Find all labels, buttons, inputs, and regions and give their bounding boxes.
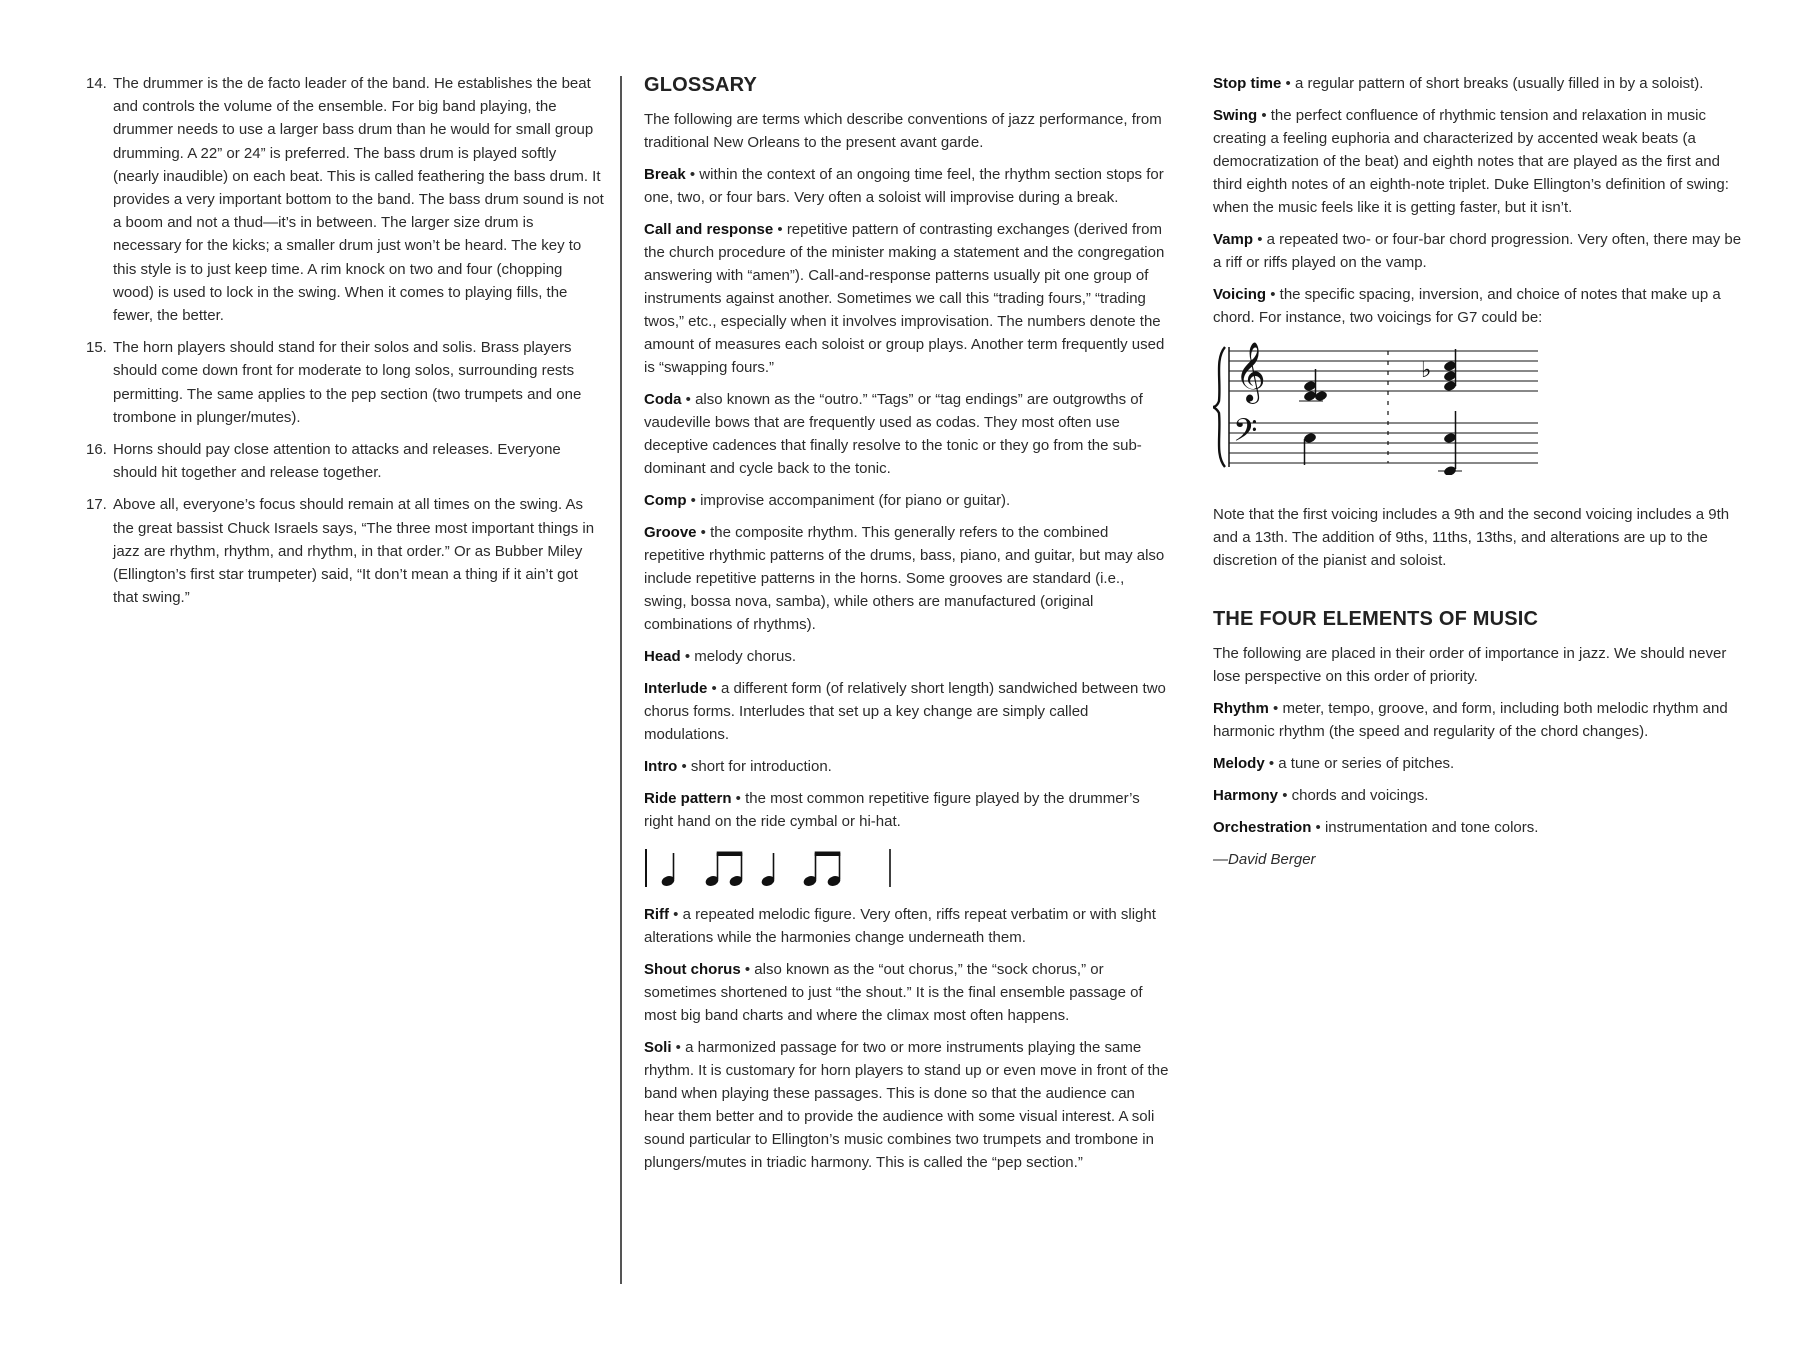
entry-definition: the perfect confluence of rhythmic tension and relaxation in music creating a feeling euphoria and characterized by accented weak beats (a democratization of the beat) and eighth notes that are played as the first and third eighth notes of an eighth-note triplet. Duke Ellington’s definition of swing: when the music feels like it is getting faster, but it isn’t. bbox=[1213, 107, 1729, 216]
voicing-notation bbox=[1213, 339, 1743, 475]
item-text: Above all, everyone’s focus should remain at all times on the swing. As the great bassist Chuck Israels says, “The three most important things in jazz are rhythm, rhythm, and rhythm, in that order.” Or as Bubber Miley (Ellington’s first star trumpeter) said, “It don’t mean a thing if it ain’t got that swing.” bbox=[113, 496, 595, 607]
entry-definition: melody chorus. bbox=[694, 648, 796, 665]
entry-term: Harmony bbox=[1213, 787, 1279, 804]
entry-term: Voicing bbox=[1213, 286, 1267, 303]
column-divider bbox=[620, 76, 622, 1284]
entry-definition: repetitive pattern of contrasting exchanges (derived from the church procedure of the minister making a statement and the congregation answering with “amen”). Call-and-response patterns usually pit one group of instruments against another. Sometimes we call this “trading fours,” “trading twos,” etc., especially when it involves improvisation. The numbers denote the amount of measures each soloist or group plays. Another term frequently used is “swapping fours.” bbox=[644, 221, 1165, 376]
entry-definition: a harmonized passage for two or more instruments playing the same rhythm. It is customary for horn players to stand up or even move in front of the band when playing these passages. This is done so that the audience can hear them better and to provide the audience with some visual interest. A soli sound particular to Ellington’s music combines two trumpets and trombone in plungers/mutes in triadic harmony. This is called the “pep section.” bbox=[644, 1039, 1169, 1171]
entry-term: Vamp bbox=[1213, 231, 1254, 248]
entry-definition: also known as the “outro.” “Tags” or “tag endings” are outgrowths of vaudeville bows that are frequently used as codas. They most often use deceptive cadences that finally resolve to the tonic or they go from the sub-dominant and cycle back to the tonic. bbox=[644, 391, 1143, 477]
item-number: 16. bbox=[86, 441, 107, 459]
glossary-entry: Riff • a repeated melodic figure. Very often, riffs repeat verbatim or with slight alterations while the harmonies change underneath them. bbox=[644, 906, 1156, 946]
item-text: The horn players should stand for their solos and solis. Brass players should come down front for moderate to long solos, surrounding rests permitting. The same applies to the pep section (two trumpets and one trombone in plunger/mutes). bbox=[113, 339, 582, 426]
glossary-entry: Voicing • the specific spacing, inversion, and choice of notes that make up a chord. For instance, two voicings for G7 could be: bbox=[1213, 286, 1721, 326]
glossary-entry: Vamp • a repeated two- or four-bar chord progression. Very often, there may be a riff or riffs played on the vamp. bbox=[1213, 231, 1742, 271]
glossary-entry: Interlude • a different form (of relatively short length) sandwiched between two chorus forms. Interludes that set up a key change are simply called modulations. bbox=[644, 680, 1166, 743]
entry-definition: the composite rhythm. This generally refers to the combined repetitive rhythmic patterns of the drums, bass, piano, and guitar, but may also include repetitive patterns in the horns. Some grooves are standard (i.e., swing, bossa nova, samba), while others are manufactured (original combinations of rhythms). bbox=[644, 524, 1165, 633]
entry-term: Soli bbox=[644, 1039, 672, 1056]
entry-definition: improvise accompaniment (for piano or guitar). bbox=[700, 492, 1011, 509]
entry-term: Stop time bbox=[1213, 75, 1282, 92]
glossary-entry: Coda • also known as the “outro.” “Tags” or “tag endings” are outgrowths of vaudeville bows that are frequently used as codas. They most often use deceptive cadences that finally resolve to the tonic or they go from the sub-dominant and cycle back to the tonic. bbox=[644, 391, 1143, 477]
svg-text:𝄞: 𝄞 bbox=[1235, 342, 1266, 402]
glossary-entry: Shout chorus • also known as the “out chorus,” the “sock chorus,” or sometimes shortened to just “the shout.” It is the final ensemble passage of most big band charts and where the climax most often happens. bbox=[644, 961, 1143, 1024]
glossary-entry: Break • within the context of an ongoing time feel, the rhythm section stops for one, two, or four bars. Very often a soloist will improvise during a break. bbox=[644, 166, 1164, 206]
element-entry: Harmony • chords and voicings. bbox=[1213, 787, 1429, 804]
entry-term: Rhythm bbox=[1213, 700, 1269, 717]
glossary-title: GLOSSARY bbox=[644, 74, 758, 96]
glossary-entry: Soli • a harmonized passage for two or more instruments playing the same rhythm. It is customary for horn players to stand up or even move in front of the band when playing these passages. This is done so that the audience can hear them better and to provide the audience with some visual interest. A soli sound particular to Ellington’s music combines two trumpets and trombone in plungers/mutes in triadic harmony. This is called the “pep section.” bbox=[644, 1039, 1169, 1171]
entry-definition: short for introduction. bbox=[690, 758, 832, 775]
glossary-entry: Head • melody chorus. bbox=[644, 648, 796, 665]
item-text: The drummer is the de facto leader of the band. He establishes the beat and controls the volume of the ensemble. For big band playing, the drummer needs to use a larger bass drum than he would for small group drumming. A 22” or 24” is preferred. The bass drum is played softly (nearly inaudible) on each beat. This is called feathering the bass drum. It provides a very important bottom to the band. The bass drum sound is not a boom and not a thud—it’s in between. The larger size drum is necessary for the kicks; a smaller drum just won’t be heard. The key to this style is to just keep time. A rim knock on two and four (chopping wood) is used to lock in the swing. When it comes to playing fills, the fewer, the better. bbox=[113, 75, 604, 325]
four-elements-title: THE FOUR ELEMENTS OF MUSIC bbox=[1213, 608, 1539, 630]
item-number: 17. bbox=[86, 496, 107, 514]
entry-term: Ride pattern bbox=[644, 790, 732, 807]
list-item bbox=[86, 72, 606, 327]
entry-term: Call and response bbox=[644, 221, 774, 238]
svg-text:♭: ♭ bbox=[1421, 358, 1432, 383]
list-item bbox=[86, 336, 606, 429]
grand-staff-figure bbox=[1213, 339, 1543, 475]
rules-column bbox=[86, 72, 606, 618]
four-elements-intro: The following are placed in their order of importance in jazz. We should never lose perspective on this order of priority. bbox=[1213, 645, 1727, 685]
entry-definition: also known as the “out chorus,” the “sock chorus,” or sometimes shortened to just “the shout.” It is the final ensemble passage of most big band charts and where the climax most often happens. bbox=[644, 961, 1143, 1024]
entry-definition: a repeated two- or four-bar chord progression. Very often, there may be a riff or riffs played on the vamp. bbox=[1213, 231, 1742, 271]
item-text: Horns should pay close attention to attacks and releases. Everyone should hit together and release together. bbox=[113, 441, 561, 482]
glossary-entry: Call and response • repetitive pattern of contrasting exchanges (derived from the church procedure of the minister making a statement and the congregation answering with “amen”). Call-and-response patterns usually pit one group of instruments against another. Sometimes we call this “trading fours,” “trading twos,” etc., especially when it involves improvisation. The numbers denote the amount of measures each soloist or group plays. Another term frequently used is “swapping fours.” bbox=[644, 221, 1165, 376]
glossary-entry: Ride pattern • the most common repetitive figure played by the drummer’s right hand on the ride cymbal or hi-hat. bbox=[644, 790, 1140, 830]
glossary-entry: Stop time • a regular pattern of short breaks (usually filled in by a soloist). bbox=[1213, 75, 1704, 92]
entry-term: Comp bbox=[644, 492, 687, 509]
svg-text:𝄢: 𝄢 bbox=[1233, 412, 1258, 456]
glossary-column bbox=[644, 72, 1169, 1183]
entry-term: Swing bbox=[1213, 107, 1258, 124]
entry-definition: instrumentation and tone colors. bbox=[1324, 819, 1539, 836]
glossary-continued-column bbox=[1213, 72, 1743, 880]
entry-definition: a different form (of relatively short length) sandwiched between two chorus forms. Interludes that set up a key change are simply called modulations. bbox=[644, 680, 1166, 743]
entry-term: Head bbox=[644, 648, 681, 665]
entry-term: Melody bbox=[1213, 755, 1265, 772]
entry-term: Break bbox=[644, 166, 686, 183]
voicing-note: Note that the first voicing includes a 9th and the second voicing includes a 9th and a 13th. The addition of 9ths, 11ths, 13ths, and alterations are up to the discretion of the pianist and soloist. bbox=[1213, 506, 1730, 569]
glossary-entry: Comp • improvise accompaniment (for piano or guitar). bbox=[644, 492, 1011, 509]
entry-term: Interlude bbox=[644, 680, 708, 697]
glossary-entry: Swing • the perfect confluence of rhythmic tension and relaxation in music creating a feeling euphoria and characterized by accented weak beats (a democratization of the beat) and eighth notes that are played as the first and third eighth notes of an eighth-note triplet. Duke Ellington’s definition of swing: when the music feels like it is getting faster, but it isn’t. bbox=[1213, 107, 1729, 216]
entry-definition: a regular pattern of short breaks (usually filled in by a soloist). bbox=[1294, 75, 1704, 92]
author-signature: —David Berger bbox=[1213, 851, 1316, 868]
entry-term: Shout chorus bbox=[644, 961, 741, 978]
entry-term: Orchestration bbox=[1213, 819, 1312, 836]
glossary-entry: Intro • short for introduction. bbox=[644, 758, 832, 775]
entry-definition: the most common repetitive figure played by the drummer’s right hand on the ride cymbal or hi-hat. bbox=[644, 790, 1140, 830]
glossary-entry: Groove • the composite rhythm. This generally refers to the combined repetitive rhythmic patterns of the drums, bass, piano, and guitar, but may also include repetitive patterns in the horns. Some grooves are standard (i.e., swing, bossa nova, samba), while others are manufactured (original combinations of rhythms). bbox=[644, 524, 1165, 633]
item-number: 14. bbox=[86, 75, 107, 92]
ride-pattern-notation bbox=[644, 847, 1169, 889]
list-item bbox=[86, 493, 606, 609]
entry-term: Coda bbox=[644, 391, 682, 408]
entry-definition: a tune or series of pitches. bbox=[1278, 755, 1455, 772]
entry-definition: meter, tempo, groove, and form, including both melodic rhythm and harmonic rhythm (the speed and regularity of the chord changes). bbox=[1213, 700, 1728, 740]
item-number: 15. bbox=[86, 339, 107, 357]
entry-definition: chords and voicings. bbox=[1291, 787, 1429, 804]
element-entry: Orchestration • instrumentation and tone colors. bbox=[1213, 819, 1539, 836]
entry-term: Riff bbox=[644, 906, 669, 923]
entry-term: Intro bbox=[644, 758, 678, 775]
entry-definition: a repeated melodic figure. Very often, riffs repeat verbatim or with slight alterations while the harmonies change underneath them. bbox=[644, 906, 1156, 946]
entry-term: Groove bbox=[644, 524, 697, 541]
element-entry: Melody • a tune or series of pitches. bbox=[1213, 755, 1455, 772]
ride-pattern-figure bbox=[644, 847, 904, 889]
entry-definition: the specific spacing, inversion, and choice of notes that make up a chord. For instance, two voicings for G7 could be: bbox=[1213, 286, 1721, 326]
list-item bbox=[86, 438, 606, 484]
element-entry: Rhythm • meter, tempo, groove, and form, including both melodic rhythm and harmonic rhythm (the speed and regularity of the chord changes). bbox=[1213, 700, 1728, 740]
entry-definition: within the context of an ongoing time feel, the rhythm section stops for one, two, or four bars. Very often a soloist will improvise during a break. bbox=[644, 166, 1164, 206]
glossary-intro: The following are terms which describe conventions of jazz performance, from traditional New Orleans to the present avant garde. bbox=[644, 111, 1162, 151]
